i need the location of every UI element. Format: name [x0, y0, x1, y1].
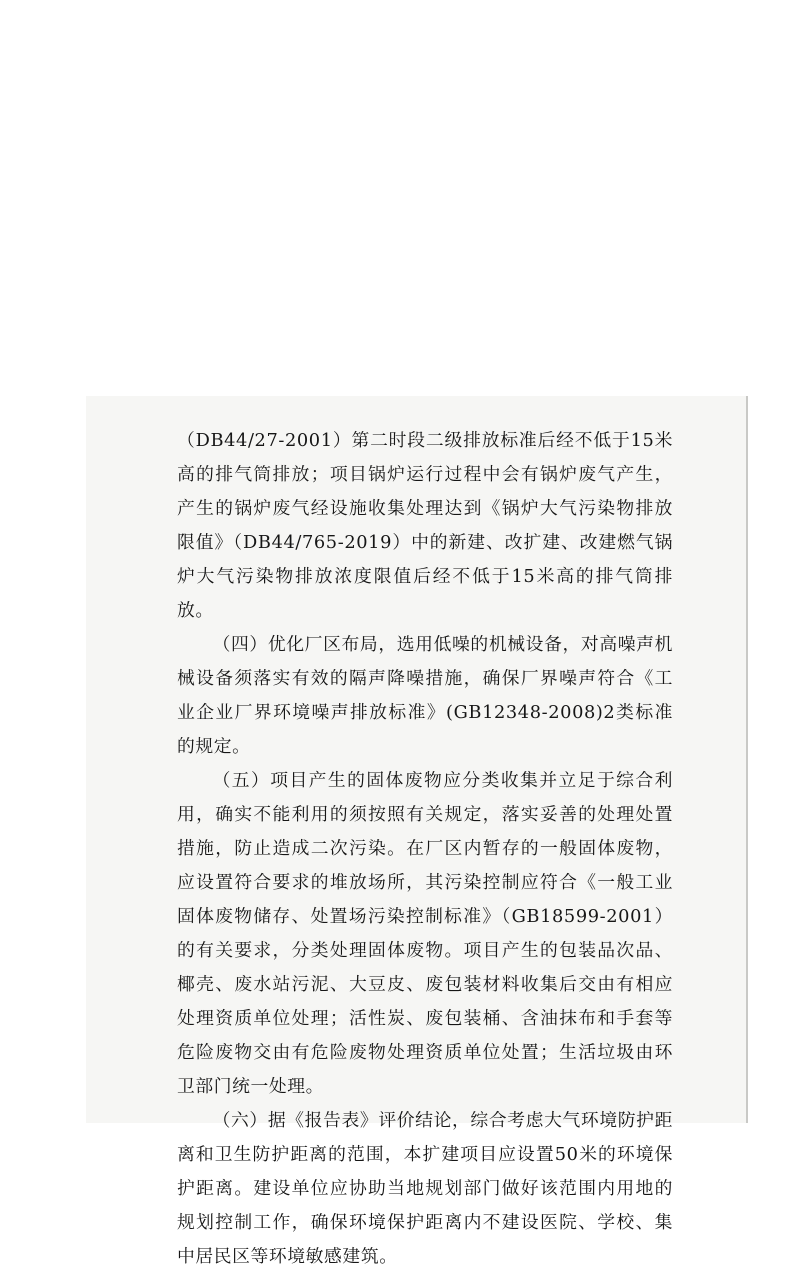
paragraph-item-4: （四）优化厂区布局，选用低噪的机械设备，对高噪声机械设备须落实有效的隔声降噪措施，确保厂界噪声符合《工业企业厂界环境噪声排放标准》(GB12348-2008)2类标准的规定。: [177, 634, 673, 757]
paragraph-continuation: （DB44/27-2001）第二时段二级排放标准后经不低于15米高的排气筒排放；项目锅炉运行过程中会有锅炉废气产生，产生的锅炉废气经设施收集处理达到《锅炉大气污染物排放限值》（DB44/765-2019）中的新建、改扩建、改建燃气锅炉大气污染物排放浓度限值后经不低于15米高的排气筒排放。: [177, 430, 673, 621]
document-body: [177, 424, 673, 1274]
paragraph-item-6: （六）据《报告表》评价结论，综合考虑大气环境防护距离和卫生防护距离的范围，本扩建项目应设置50米的环境保护距离。建设单位应协助当地规划部门做好该范围内用地的规划控制工作，确保环境保护距离内不建设医院、学校、集中居民区等环境敏感建筑。: [177, 1110, 673, 1267]
paragraph-item-5: （五）项目产生的固体废物应分类收集并立足于综合利用，确实不能利用的须按照有关规定，落实妥善的处理处置措施，防止造成二次污染。在厂区内暂存的一般固体废物，应设置符合要求的堆放场所，其污染控制应符合《一般工业固体废物储存、处置场污染控制标准》（GB18599-2001）的有关要求，分类处理固体废物。项目产生的包装品次品、椰壳、废水站污泥、大豆皮、废包装材料收集后交由有相应处理资质单位处理；活性炭、废包装桶、含油抹布和手套等危险废物交由有危险废物处理资质单位处置；生活垃圾由环卫部门统一处理。: [177, 770, 673, 1097]
scan-edge-line: [746, 396, 748, 1123]
